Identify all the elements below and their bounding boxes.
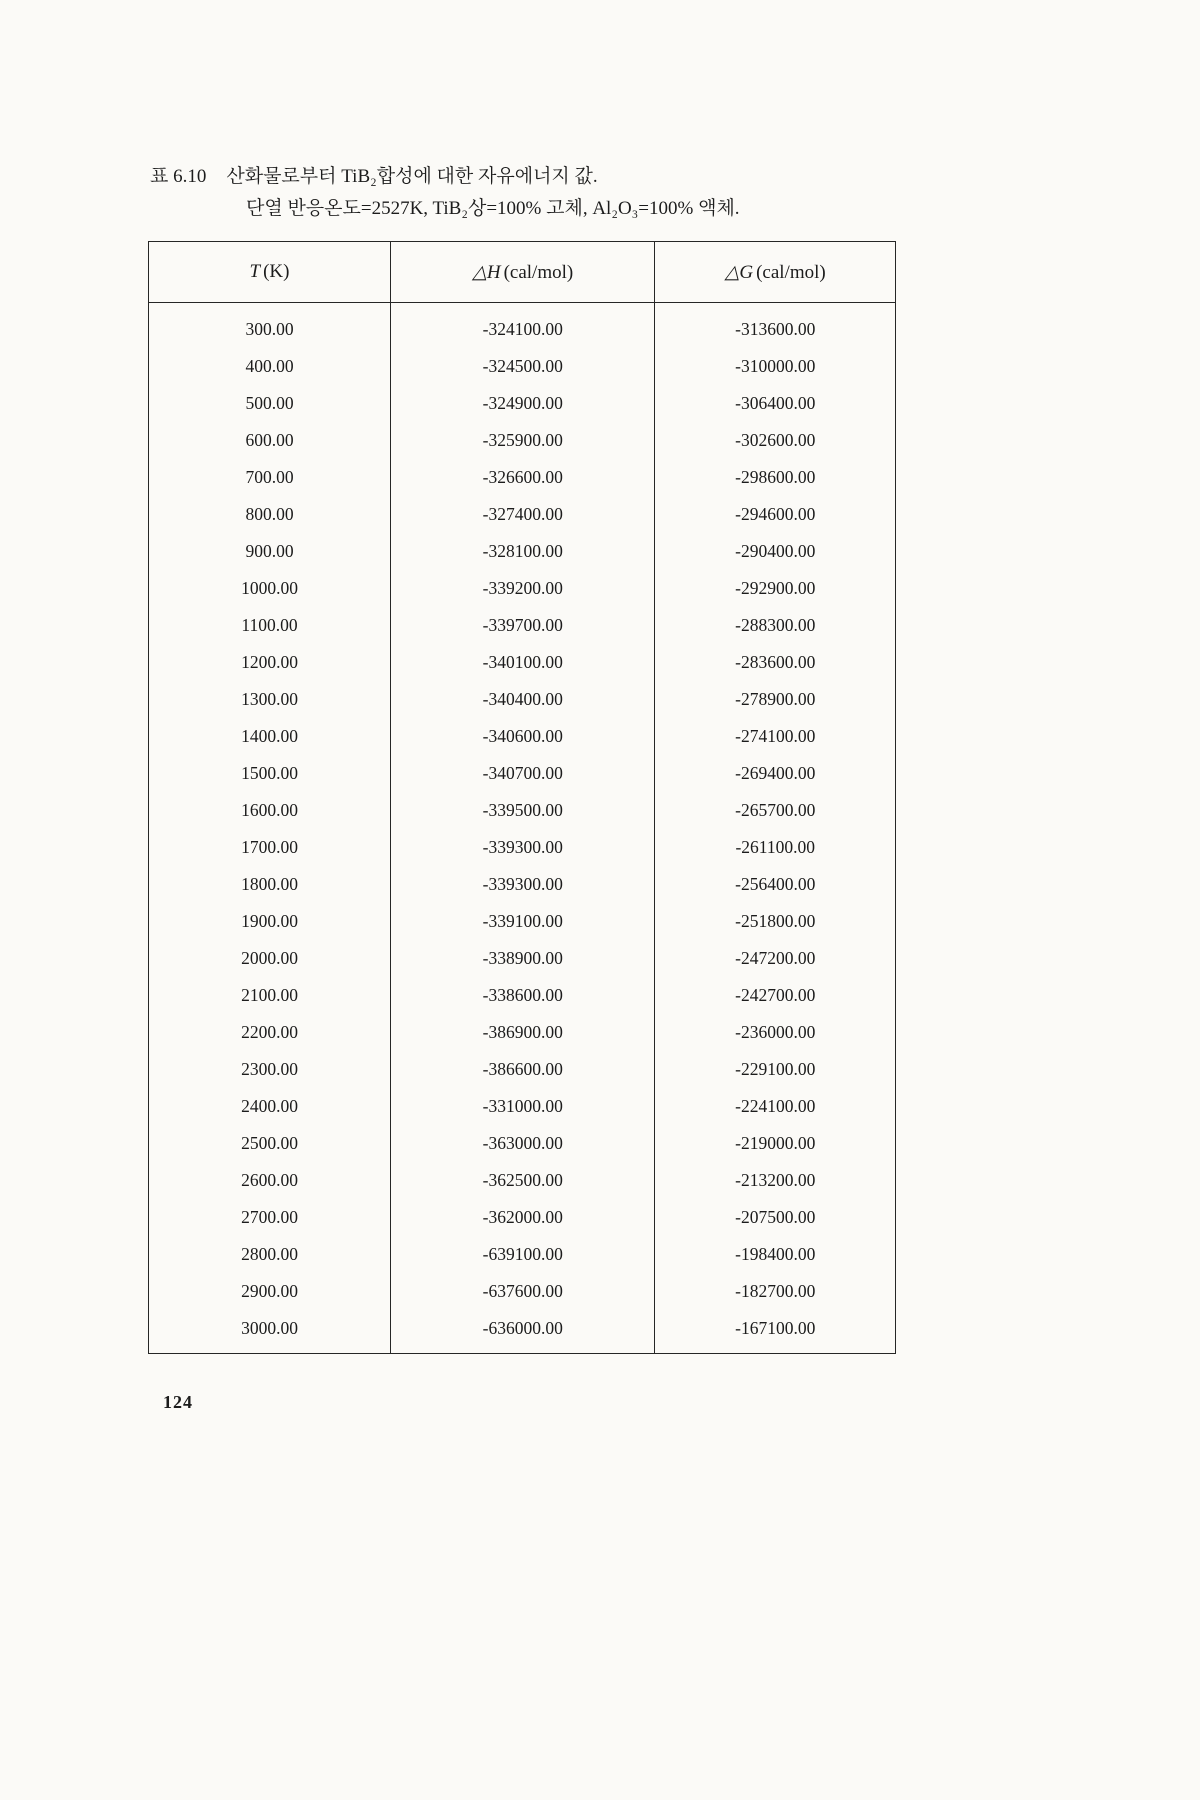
table-row (149, 681, 896, 718)
table-cell: -251800.00 (655, 903, 896, 940)
table-row (149, 755, 896, 792)
table-cell: -298600.00 (655, 459, 896, 496)
table-row (149, 829, 896, 866)
table-cell: 1900.00 (241, 911, 298, 931)
table-row (149, 1273, 896, 1310)
table-cell: -362500.00 (391, 1162, 655, 1199)
table-row (149, 348, 896, 385)
table-row (149, 1199, 896, 1236)
column-header-gibbs (655, 242, 896, 303)
table-cell: -325900.00 (391, 422, 655, 459)
table-cell: 1500.00 (241, 763, 298, 783)
table-cell: 800.00 (245, 504, 294, 524)
table-cell: 1200.00 (241, 652, 298, 672)
table-cell: 2500.00 (241, 1133, 298, 1153)
table-row (149, 1236, 896, 1273)
table-cell: -261100.00 (655, 829, 896, 866)
table-cell: -362000.00 (391, 1199, 655, 1236)
free-energy-table (148, 241, 896, 1354)
enthalpy-symbol: △H (472, 261, 501, 283)
table-cell: 1700.00 (241, 837, 298, 857)
table-header-row (149, 242, 896, 303)
table-row (149, 303, 896, 349)
table-cell: -290400.00 (655, 533, 896, 570)
table-cell: -636000.00 (391, 1310, 655, 1354)
table-cell: -386900.00 (391, 1014, 655, 1051)
table-caption-conditions: 단열 반응온도=2527K, TiB₂상=100% 고체, Al₂O₃=100% 액체. (246, 198, 740, 220)
table-cell: -306400.00 (655, 385, 896, 422)
table-cell: -278900.00 (655, 681, 896, 718)
table-cell: 400.00 (245, 356, 294, 376)
table-container (148, 241, 896, 1354)
table-row (149, 644, 896, 681)
table-cell: -338600.00 (391, 977, 655, 1014)
table-row (149, 1162, 896, 1199)
table-cell: -283600.00 (655, 644, 896, 681)
table-cell: -288300.00 (655, 607, 896, 644)
table-cell: -294600.00 (655, 496, 896, 533)
table-row (149, 866, 896, 903)
table-cell: -256400.00 (655, 866, 896, 903)
table-row (149, 940, 896, 977)
table-row (149, 385, 896, 422)
column-header-temperature (149, 242, 391, 303)
table-cell: -324500.00 (391, 348, 655, 385)
table-cell: 1100.00 (241, 615, 298, 635)
table-cell: 2000.00 (241, 948, 298, 968)
table-cell: -331000.00 (391, 1088, 655, 1125)
table-cell: -310000.00 (655, 348, 896, 385)
table-cell: -339300.00 (391, 866, 655, 903)
table-row (149, 977, 896, 1014)
table-cell: 2800.00 (241, 1244, 298, 1264)
table-cell: -340400.00 (391, 681, 655, 718)
table-cell: 1300.00 (241, 689, 298, 709)
table-cell: 1400.00 (241, 726, 298, 746)
table-cell: -327400.00 (391, 496, 655, 533)
table-row (149, 459, 896, 496)
table-cell: -340700.00 (391, 755, 655, 792)
table-cell: -637600.00 (391, 1273, 655, 1310)
table-cell: -326600.00 (391, 459, 655, 496)
table-cell: -269400.00 (655, 755, 896, 792)
table-cell: -167100.00 (655, 1310, 896, 1354)
table-cell: 300.00 (245, 319, 294, 339)
table-row (149, 570, 896, 607)
table-row (149, 1310, 896, 1354)
table-cell: -324900.00 (391, 385, 655, 422)
table-cell: -339200.00 (391, 570, 655, 607)
table-row (149, 1125, 896, 1162)
table-cell: 2700.00 (241, 1207, 298, 1227)
table-row (149, 607, 896, 644)
table-caption-line1 (150, 162, 950, 191)
table-body (149, 303, 896, 1354)
table-cell: -324100.00 (391, 303, 655, 349)
table-cell: -213200.00 (655, 1162, 896, 1199)
table-caption-title: 산화물로부터 TiB₂합성에 대한 자유에너지 값. (226, 166, 598, 187)
table-cell: 2900.00 (241, 1281, 298, 1301)
table-cell: 900.00 (245, 541, 294, 561)
table-cell: -207500.00 (655, 1199, 896, 1236)
table-cell: -338900.00 (391, 940, 655, 977)
table-cell: -198400.00 (655, 1236, 896, 1273)
table-cell: -274100.00 (655, 718, 896, 755)
table-cell: 1600.00 (241, 800, 298, 820)
table-row (149, 533, 896, 570)
table-cell: -339100.00 (391, 903, 655, 940)
table-row (149, 903, 896, 940)
table-row (149, 1051, 896, 1088)
table-cell: 2200.00 (241, 1022, 298, 1042)
table-cell: 1800.00 (241, 874, 298, 894)
table-cell: 500.00 (245, 393, 294, 413)
page-number: 124 (163, 1392, 193, 1412)
table-cell: -236000.00 (655, 1014, 896, 1051)
table-cell: -182700.00 (655, 1273, 896, 1310)
table-cell: 2400.00 (241, 1096, 298, 1116)
table-cell: -639100.00 (391, 1236, 655, 1273)
table-cell: 700.00 (245, 467, 294, 487)
table-cell: -265700.00 (655, 792, 896, 829)
table-cell: -340600.00 (391, 718, 655, 755)
table-cell: 1000.00 (241, 578, 298, 598)
table-cell: 3000.00 (241, 1318, 298, 1338)
table-row (149, 1088, 896, 1125)
table-cell: -328100.00 (391, 533, 655, 570)
table-row (149, 1014, 896, 1051)
table-cell: -340100.00 (391, 644, 655, 681)
table-cell: 600.00 (245, 430, 294, 450)
table-cell: 2100.00 (241, 985, 298, 1005)
table-row (149, 792, 896, 829)
table-cell: -339500.00 (391, 792, 655, 829)
column-header-enthalpy (391, 242, 655, 303)
table-row (149, 496, 896, 533)
temperature-symbol: T (249, 261, 261, 282)
gibbs-symbol: △G (724, 261, 754, 283)
table-row (149, 718, 896, 755)
table-cell: -242700.00 (655, 977, 896, 1014)
table-cell: 2600.00 (241, 1170, 298, 1190)
enthalpy-unit: (cal/mol) (503, 261, 574, 283)
table-caption-label: 표 6.10 (150, 166, 207, 187)
temperature-unit: (K) (263, 261, 290, 282)
table-cell: -363000.00 (391, 1125, 655, 1162)
table-cell: -313600.00 (655, 303, 896, 349)
table-cell: -229100.00 (655, 1051, 896, 1088)
table-cell: -224100.00 (655, 1088, 896, 1125)
table-cell: 2300.00 (241, 1059, 298, 1079)
table-caption (150, 162, 950, 224)
table-cell: -339300.00 (391, 829, 655, 866)
table-cell: -302600.00 (655, 422, 896, 459)
table-cell: -247200.00 (655, 940, 896, 977)
table-row (149, 422, 896, 459)
gibbs-unit: (cal/mol) (756, 261, 826, 283)
table-cell: -292900.00 (655, 570, 896, 607)
table-cell: -219000.00 (655, 1125, 896, 1162)
table-cell: -386600.00 (391, 1051, 655, 1088)
table-cell: -339700.00 (391, 607, 655, 644)
